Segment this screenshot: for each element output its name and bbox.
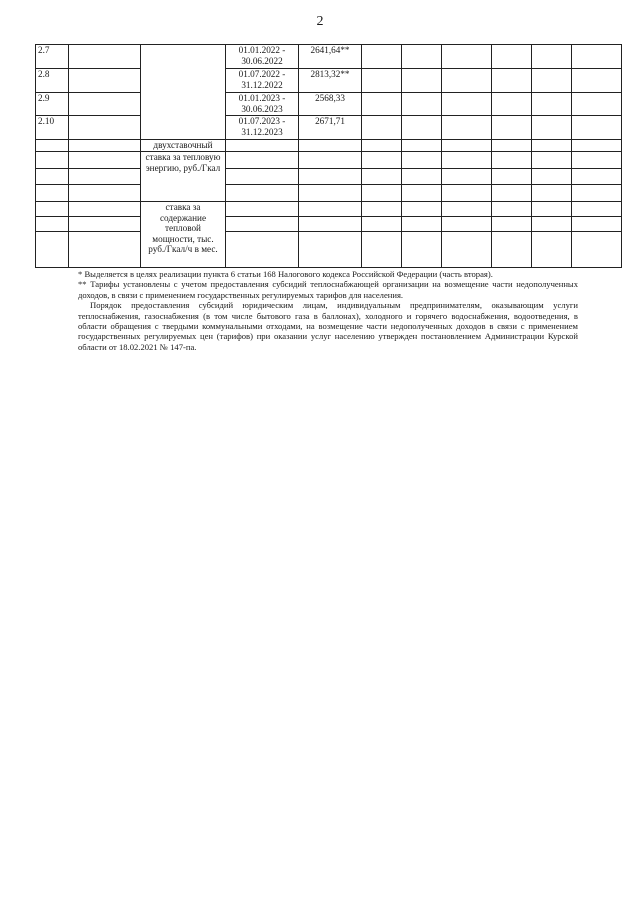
table-cell bbox=[402, 140, 442, 152]
period-cell bbox=[226, 116, 299, 140]
table-cell bbox=[492, 116, 532, 140]
tariff-value: 2813,32** bbox=[299, 69, 362, 93]
table-cell bbox=[532, 169, 572, 185]
table-row bbox=[36, 202, 622, 217]
table-cell bbox=[572, 69, 622, 93]
table-cell bbox=[226, 140, 299, 152]
table-cell bbox=[442, 232, 492, 268]
table-cell bbox=[402, 202, 442, 217]
subsidy-procedure-note: Порядок предоставления субсидий юридическим лицам, индивидуальным предпринимателям, оказывающим услуги теплоснабжения, газоснабжения (в том числе бытового газа в баллонах), холодного и горячего водоснабжения, водоотведения, в области обращения с твердыми коммунальными отходами, на возмещение части недополученных доходов в связи с применением государственных регулируемых цен (тарифов) при оказании услуг населению утвержден постановлением Администрации Курской области от 18.02.2021 № 147-па. bbox=[78, 300, 578, 352]
table-row bbox=[36, 45, 622, 69]
table-cell bbox=[69, 232, 141, 268]
table-cell bbox=[402, 45, 442, 69]
table-cell bbox=[141, 45, 226, 140]
table-cell bbox=[402, 69, 442, 93]
table-cell bbox=[299, 140, 362, 152]
table-cell bbox=[362, 232, 402, 268]
period-text: 01.07.2023 - 31.12.2023 bbox=[238, 116, 286, 137]
table-cell bbox=[572, 116, 622, 140]
table-cell bbox=[572, 217, 622, 232]
table-cell bbox=[572, 232, 622, 268]
period-text: 01.01.2022 - 30.06.2022 bbox=[238, 45, 286, 66]
table-cell bbox=[442, 185, 492, 202]
table-cell bbox=[492, 185, 532, 202]
table-cell bbox=[442, 93, 492, 116]
table-cell bbox=[69, 69, 141, 93]
table-cell bbox=[36, 217, 69, 232]
table-cell bbox=[402, 232, 442, 268]
capacity-rate-label: ставка за содержание тепловой мощности, тыс. руб./Гкал/ч в мес. bbox=[141, 202, 226, 268]
page-number: 2 bbox=[316, 14, 324, 29]
table-cell bbox=[299, 169, 362, 185]
table-cell bbox=[362, 217, 402, 232]
table-cell bbox=[226, 169, 299, 185]
table-cell bbox=[299, 232, 362, 268]
table-cell bbox=[492, 140, 532, 152]
table-cell bbox=[492, 169, 532, 185]
table-cell bbox=[299, 185, 362, 202]
table-cell bbox=[36, 185, 69, 202]
table-cell bbox=[69, 93, 141, 116]
table-cell bbox=[299, 152, 362, 169]
table-row bbox=[36, 185, 622, 202]
row-number: 2.9 bbox=[36, 93, 69, 116]
table-cell bbox=[492, 217, 532, 232]
table-cell bbox=[69, 169, 141, 185]
table-cell bbox=[362, 45, 402, 69]
table-cell bbox=[299, 202, 362, 217]
table-cell bbox=[69, 152, 141, 169]
table-cell bbox=[492, 45, 532, 69]
table-cell bbox=[402, 217, 442, 232]
period-cell bbox=[226, 93, 299, 116]
table-cell bbox=[362, 93, 402, 116]
tariff-value: 2641,64** bbox=[299, 45, 362, 69]
table-cell bbox=[36, 202, 69, 217]
footnote-subsidy: ** Тарифы установлены с учетом предоставления субсидий теплоснабжающей организации на возмещение части недополученных доходов, в связи с применением государственных регулируемых тарифов для населения. bbox=[78, 279, 578, 300]
table-cell bbox=[69, 202, 141, 217]
table-cell bbox=[572, 169, 622, 185]
table-cell bbox=[532, 93, 572, 116]
table-cell bbox=[442, 140, 492, 152]
period-cell bbox=[226, 69, 299, 93]
table-cell bbox=[402, 169, 442, 185]
period-text: 01.07.2022 - 31.12.2022 bbox=[238, 69, 286, 90]
table-cell bbox=[362, 140, 402, 152]
table-cell bbox=[402, 93, 442, 116]
table-cell bbox=[402, 185, 442, 202]
table-cell bbox=[572, 185, 622, 202]
table-cell bbox=[532, 140, 572, 152]
table-cell bbox=[226, 202, 299, 217]
table-cell bbox=[442, 217, 492, 232]
period-text: 01.01.2023 - 30.06.2023 bbox=[238, 93, 286, 114]
table-cell bbox=[492, 232, 532, 268]
table-cell bbox=[69, 116, 141, 140]
table-cell bbox=[492, 69, 532, 93]
table-cell bbox=[572, 152, 622, 169]
table-cell bbox=[572, 93, 622, 116]
footnote-vat: * Выделяется в целях реализации пункта 6 статьи 168 Налогового кодекса Российской Федерации (часть вторая). bbox=[78, 269, 493, 279]
table-cell bbox=[532, 116, 572, 140]
table-cell bbox=[572, 140, 622, 152]
energy-rate-label: ставка за тепловую энергию, руб./Гкал bbox=[141, 152, 226, 202]
table-row bbox=[36, 152, 622, 169]
table-cell bbox=[69, 217, 141, 232]
table-cell bbox=[299, 217, 362, 232]
row-number: 2.10 bbox=[36, 116, 69, 140]
table-cell bbox=[402, 116, 442, 140]
table-cell bbox=[532, 232, 572, 268]
tariff-value: 2568,33 bbox=[299, 93, 362, 116]
table-cell bbox=[532, 202, 572, 217]
table-cell bbox=[226, 152, 299, 169]
table-cell bbox=[572, 45, 622, 69]
tariff-table bbox=[35, 44, 622, 268]
table-cell bbox=[226, 217, 299, 232]
table-cell bbox=[572, 202, 622, 217]
table-cell bbox=[442, 202, 492, 217]
table-cell bbox=[532, 217, 572, 232]
table-cell bbox=[442, 169, 492, 185]
table-cell bbox=[36, 232, 69, 268]
table-cell bbox=[69, 45, 141, 69]
table-cell bbox=[362, 185, 402, 202]
table-cell bbox=[442, 69, 492, 93]
table-cell bbox=[492, 202, 532, 217]
table-cell bbox=[532, 45, 572, 69]
table-cell bbox=[226, 185, 299, 202]
table-row bbox=[36, 69, 622, 93]
table-cell bbox=[442, 116, 492, 140]
table-cell bbox=[362, 169, 402, 185]
row-number: 2.7 bbox=[36, 45, 69, 69]
period-cell bbox=[226, 45, 299, 69]
table-cell bbox=[69, 185, 141, 202]
table-cell bbox=[69, 140, 141, 152]
tariff-value: 2671,71 bbox=[299, 116, 362, 140]
table-cell bbox=[532, 69, 572, 93]
table-row bbox=[36, 116, 622, 140]
table-row bbox=[36, 217, 622, 232]
row-number: 2.8 bbox=[36, 69, 69, 93]
table-cell bbox=[36, 152, 69, 169]
two-part-label: двухставочный bbox=[141, 140, 226, 152]
table-cell bbox=[532, 152, 572, 169]
table-cell bbox=[492, 152, 532, 169]
footnotes bbox=[78, 269, 578, 352]
table-cell bbox=[36, 140, 69, 152]
table-cell bbox=[362, 152, 402, 169]
table-cell bbox=[442, 152, 492, 169]
table-cell bbox=[442, 45, 492, 69]
table-cell bbox=[362, 69, 402, 93]
table-cell bbox=[36, 169, 69, 185]
table-cell bbox=[402, 152, 442, 169]
table-cell bbox=[492, 93, 532, 116]
table-row bbox=[36, 140, 622, 152]
table-row bbox=[36, 169, 622, 185]
table-cell bbox=[362, 202, 402, 217]
table-cell bbox=[362, 116, 402, 140]
table-cell bbox=[532, 185, 572, 202]
table-cell bbox=[226, 232, 299, 268]
table-row bbox=[36, 93, 622, 116]
table-row bbox=[36, 232, 622, 268]
